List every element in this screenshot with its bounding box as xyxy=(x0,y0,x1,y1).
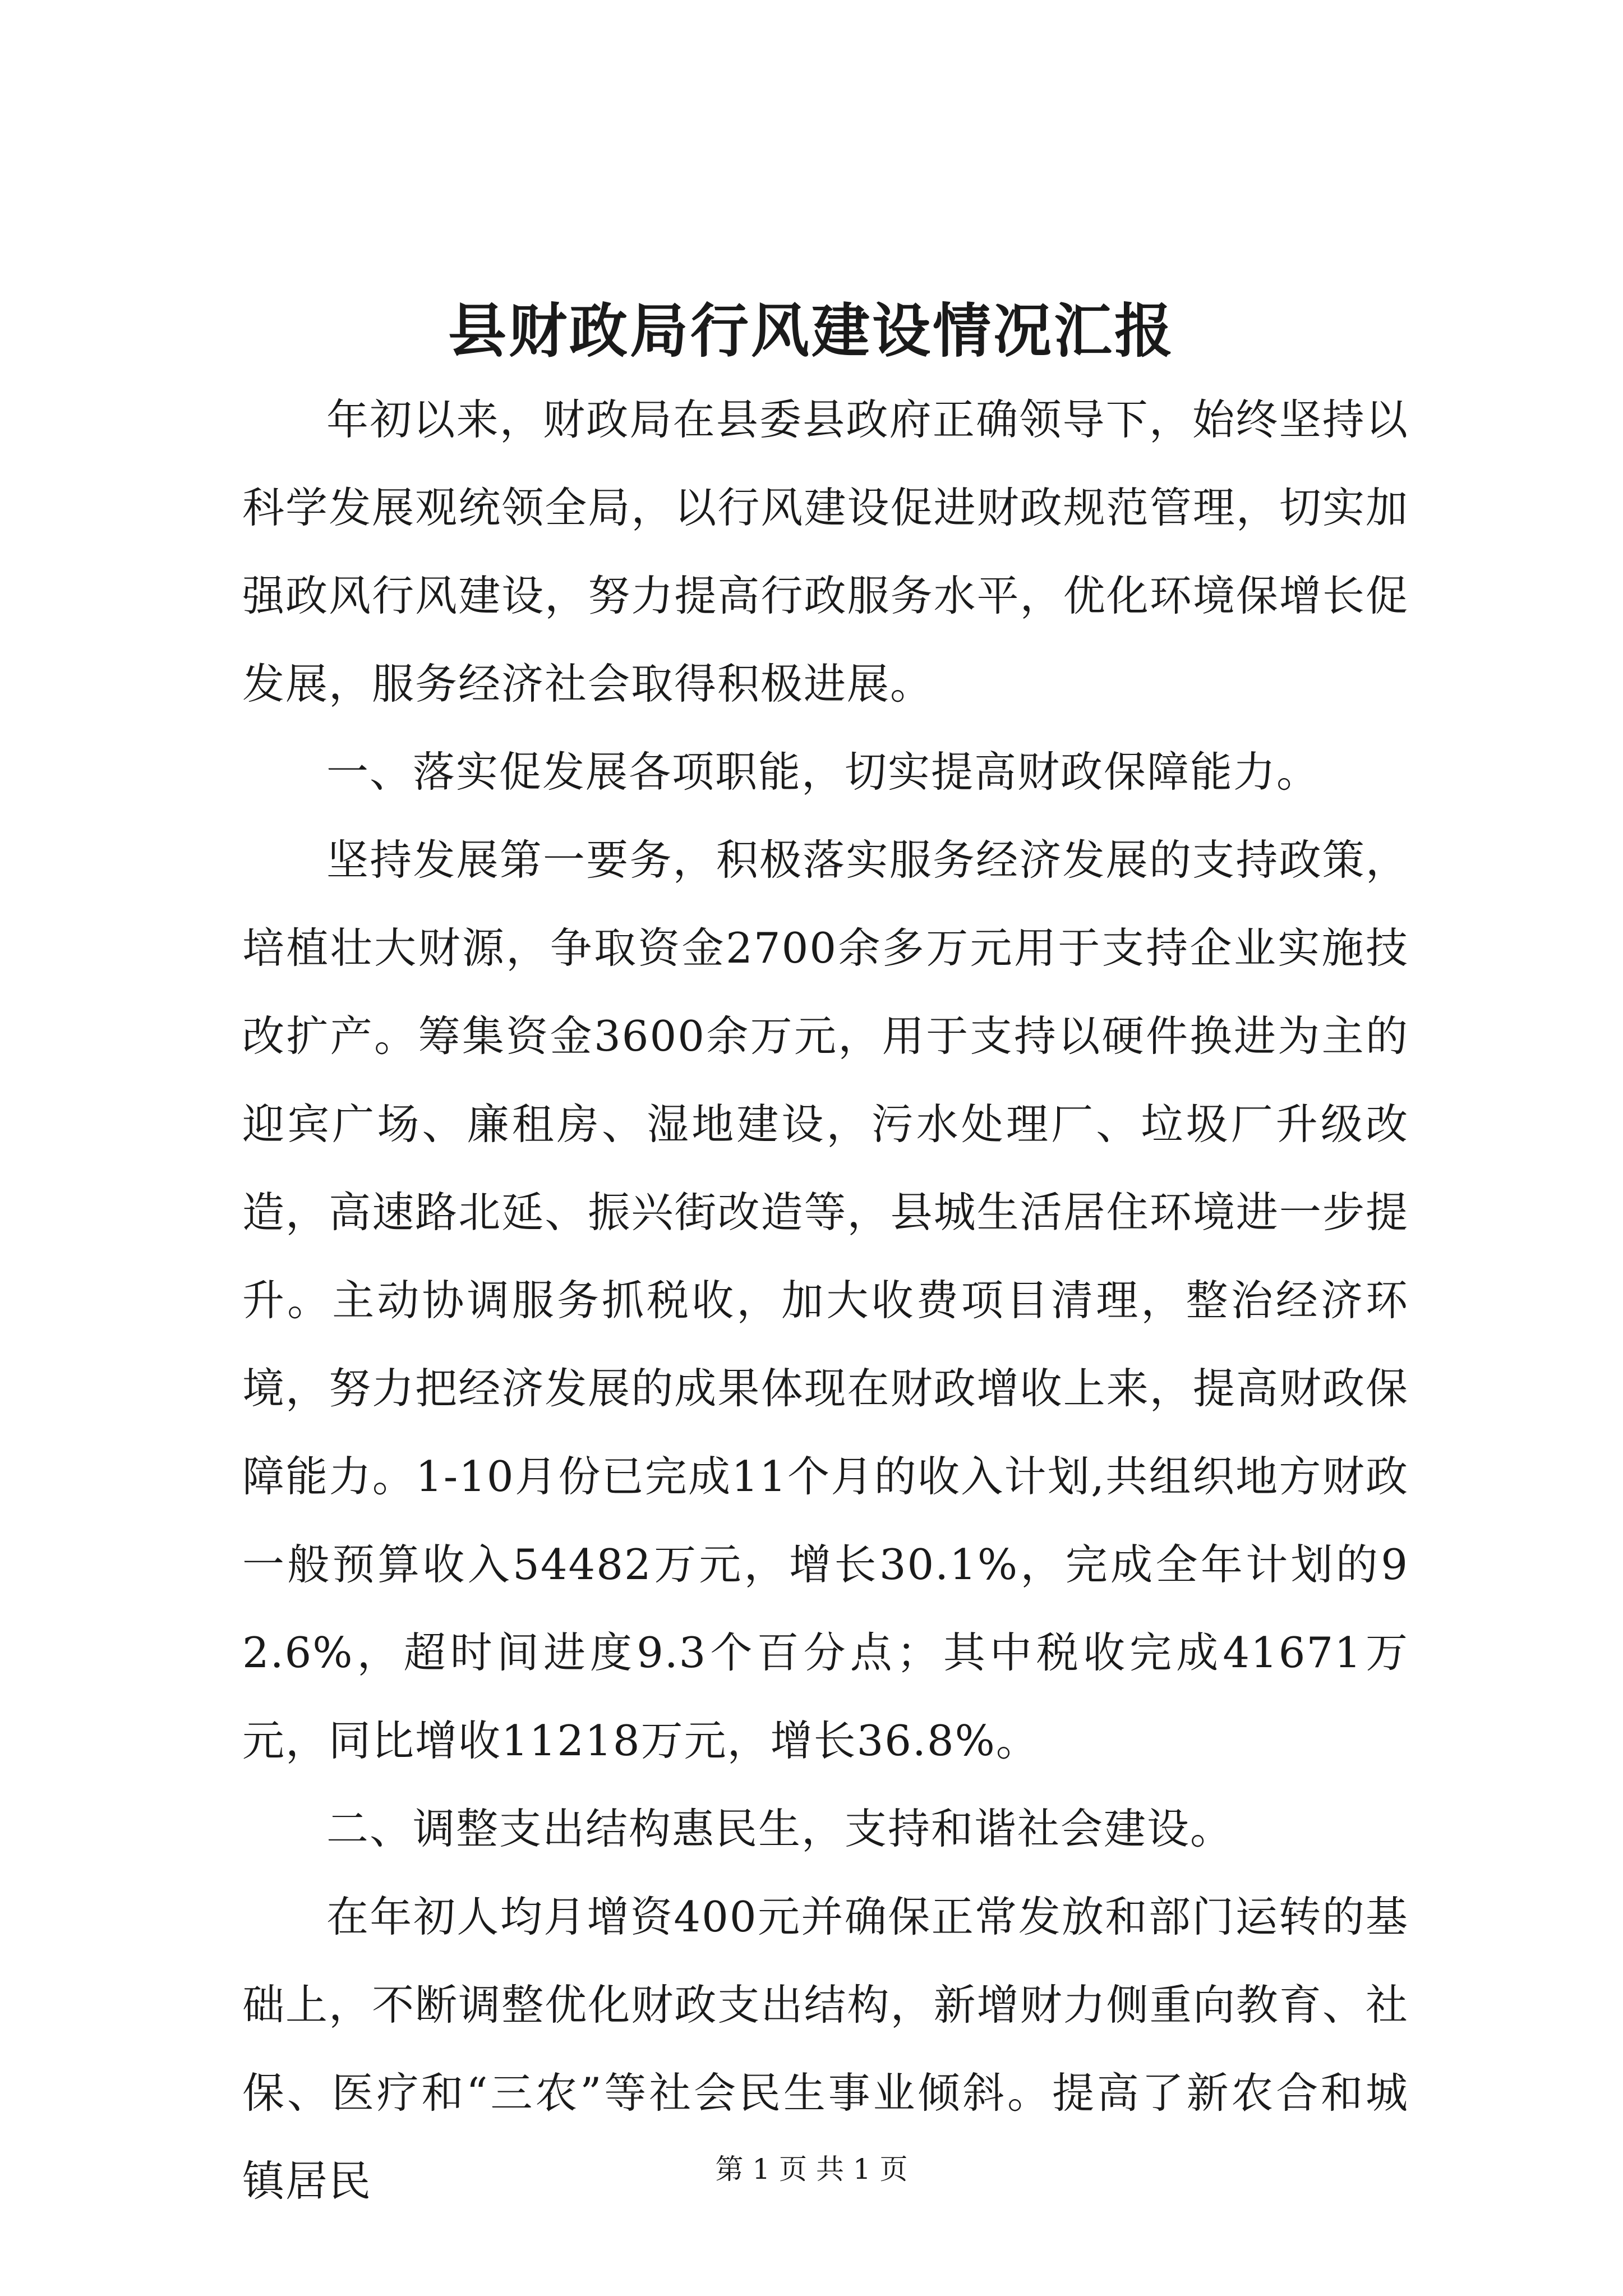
section-paragraph-2: 在年初人均月增资400元并确保正常发放和部门运转的基础上，不断调整优化财政支出结构，新增财力侧重向教育、社保、医疗和“三农”等社会民生事业倾斜。提高了新农合和城镇居民 xyxy=(242,1892,1409,2206)
page-footer xyxy=(0,2150,1623,2189)
page-number-label: 第 1 页 共 1 页 xyxy=(715,2153,908,2185)
document-body xyxy=(242,376,1409,2225)
intro-paragraph: 年初以来，财政局在县委县政府正确领导下，始终坚持以科学发展观统领全局，以行风建设促进财政规范管理，切实加强政风行风建设，努力提高行政服务水平，优化环境保增长促发展，服务经济社会取得积极进展。 xyxy=(242,395,1409,708)
section-paragraph-1: 坚持发展第一要务，积极落实服务经济发展的支持政策，培植壮大财源，争取资金2700余多万元用于支持企业实施技改扩产。筹集资金3600余万元，用于支持以硬件换进为主的迎宾广场、廉租房、湿地建设，污水处理厂、垃圾厂升级改造，高速路北延、振兴街改造等，县城生活居住环境进一步提升。主动协调服务抓税收，加大收费项目清理，整治经济环境，努力把经济发展的成果体现在财政增收上来，提高财政保障能力。1-10月份已完成11个月的收入计划,共组织地方财政一般预算收入54482万元，增长30.1%，完成全年计划的92.6%，超时间进度9.3个百分点；其中税收完成41671万元，同比增收11218万元，增长36.8%。 xyxy=(242,835,1409,1765)
section-heading-1: 一、落实促发展各项职能，切实提高财政保障能力。 xyxy=(326,747,1320,797)
document-title: 县财政局行风建设情况汇报 xyxy=(448,296,1175,365)
section-heading-2: 二、调整支出结构惠民生，支持和谐社会建设。 xyxy=(326,1804,1234,1853)
